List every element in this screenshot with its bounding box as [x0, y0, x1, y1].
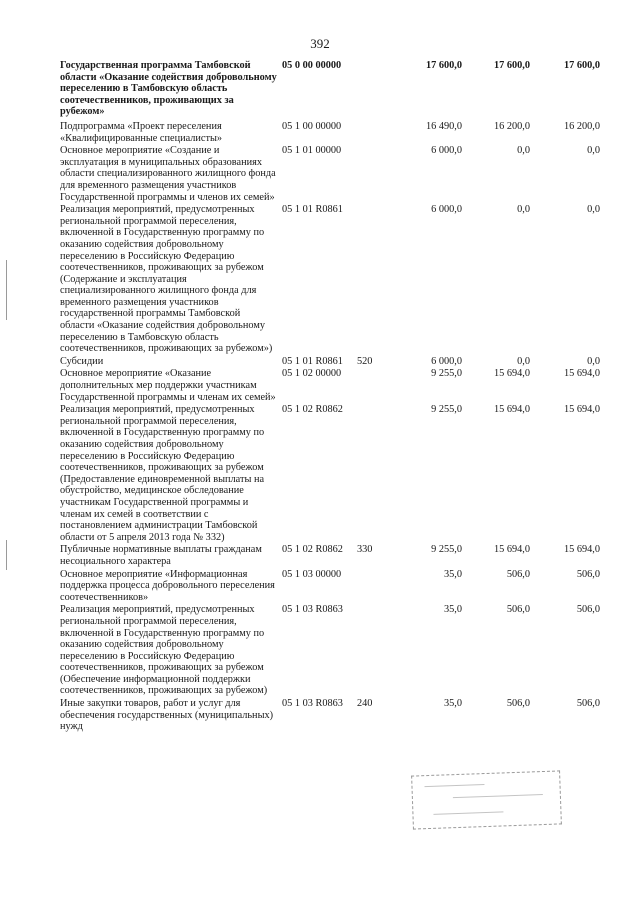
row-name: Реализация мероприятий, предусмотренных региональной программой переселения, включенной в Государственную программу по оказанию содействия добровольному переселению в Российскую Федерацию соотечественников, проживающих за рубежом (Предоставление единовременной выплаты на обустройство, медицинское обследование участникам Государственной программы и членам их семей в соответствии с постановлением администрации Тамбовской области от 5 апреля 2013 года № 332) [60, 404, 265, 543]
row-name: Иные закупки товаров, работ и услуг для обеспечения государственных (муниципальных) нужд [60, 698, 274, 733]
scan-edge-mark-top [6, 260, 7, 320]
row-expense-type: 520 [357, 355, 373, 367]
row-code: 05 1 01 R0861 [282, 204, 343, 216]
row-value-1: 17 600,0 [425, 60, 462, 71]
table-row [60, 60, 600, 118]
row-code: 05 1 03 R0863 [282, 698, 343, 710]
table-row [60, 604, 600, 697]
row-value-3: 506,0 [576, 604, 600, 616]
row-value-3: 506,0 [576, 568, 600, 580]
scan-edge-mark-bottom [6, 540, 7, 570]
row-expense-type: 330 [357, 544, 373, 556]
row-value-2: 506,0 [506, 568, 530, 580]
row-value-2: 506,0 [506, 698, 530, 710]
row-value-1: 16 490,0 [425, 120, 462, 132]
table-row [60, 145, 600, 203]
row-value-2: 15 694,0 [493, 368, 530, 380]
row-value-2: 0,0 [517, 145, 530, 157]
row-value-2: 17 600,0 [493, 60, 530, 71]
row-code: 05 0 00 00000 [282, 60, 342, 71]
row-value-3: 15 694,0 [563, 368, 600, 380]
row-code: 05 1 01 00000 [282, 145, 342, 157]
row-value-1: 6 000,0 [431, 145, 462, 157]
budget-table [60, 60, 600, 734]
row-value-2: 506,0 [506, 604, 530, 616]
row-value-2: 16 200,0 [493, 120, 530, 132]
row-value-3: 506,0 [576, 698, 600, 710]
row-name: Реализация мероприятий, предусмотренных региональной программой переселения, включенной в Государственную программу по оказанию содействия добровольному переселению в Российскую Федерацию соотечественников, проживающих за рубежом (Содержание и эксплуатация специализированного жилищного фонда для временного размещения участников государственной программы Тамбовской области «Оказание содействия добровольному переселению в Тамбовскую область соотечественников, проживающих за рубежом») [60, 204, 273, 355]
row-value-3: 15 694,0 [563, 404, 600, 416]
row-code: 05 1 03 00000 [282, 568, 342, 580]
table-row [60, 355, 600, 368]
row-name: Публичные нормативные выплаты гражданам несоциального характера [60, 544, 262, 567]
row-name: Государственная программа Тамбовской области «Оказание содействия добровольному переселению в Тамбовскую область соотечественников, проживающих за рубежом» [60, 60, 277, 118]
row-expense-type: 240 [357, 698, 373, 710]
table-row [60, 568, 600, 604]
row-code: 05 1 02 R0862 [282, 544, 343, 556]
row-value-1: 35,0 [443, 698, 462, 710]
table-row [60, 404, 600, 543]
row-value-2: 0,0 [517, 204, 530, 216]
row-value-3: 0,0 [587, 355, 600, 367]
certification-stamp [411, 770, 562, 829]
row-value-3: 16 200,0 [563, 120, 600, 132]
row-value-2: 15 694,0 [493, 404, 530, 416]
row-name: Основное мероприятие «Создание и эксплуатация в муниципальных образованиях области специализированного жилищного фонда для временного размещения участников Государственной программы и членов их семей» [60, 145, 276, 203]
row-code: 05 1 02 R0862 [282, 404, 343, 416]
row-name: Основное мероприятие «Информационная поддержка процесса добровольного переселения соотечественников» [60, 568, 275, 603]
table-row [60, 544, 600, 567]
row-name: Подпрограмма «Проект переселения «Квалифицированные специалисты» [60, 120, 223, 144]
row-code: 05 1 01 R0861 [282, 355, 343, 367]
row-value-1: 9 255,0 [431, 368, 462, 380]
row-value-1: 9 255,0 [431, 544, 462, 556]
row-value-1: 35,0 [443, 568, 462, 580]
row-name: Реализация мероприятий, предусмотренных региональной программой переселения, включенной в Государственную программу по оказанию содействия добровольному переселению в Российскую Федерацию соотечественников, проживающих за рубежом (Обеспечение информационной поддержки соотечественников, проживающих за рубежом) [60, 604, 268, 697]
row-value-1: 6 000,0 [431, 204, 462, 216]
row-value-2: 15 694,0 [493, 544, 530, 556]
row-name: Основное мероприятие «Оказание дополнительных мер поддержки участникам Государственной программы и членам их семей» [60, 368, 276, 403]
row-code: 05 1 02 00000 [282, 368, 342, 380]
page-number: 392 [310, 36, 330, 51]
row-value-1: 35,0 [443, 604, 462, 616]
row-code: 05 1 00 00000 [282, 120, 342, 132]
table-row [60, 698, 600, 733]
table-row [60, 368, 600, 403]
row-name: Субсидии [60, 355, 104, 367]
row-value-3: 15 694,0 [563, 544, 600, 556]
row-value-1: 6 000,0 [431, 355, 462, 367]
row-value-2: 0,0 [517, 355, 530, 367]
table-row [60, 120, 600, 144]
row-value-3: 0,0 [587, 145, 600, 157]
row-value-1: 9 255,0 [431, 404, 462, 416]
row-code: 05 1 03 R0863 [282, 604, 343, 616]
row-value-3: 0,0 [587, 204, 600, 216]
row-value-3: 17 600,0 [563, 60, 600, 71]
table-row [60, 204, 600, 355]
